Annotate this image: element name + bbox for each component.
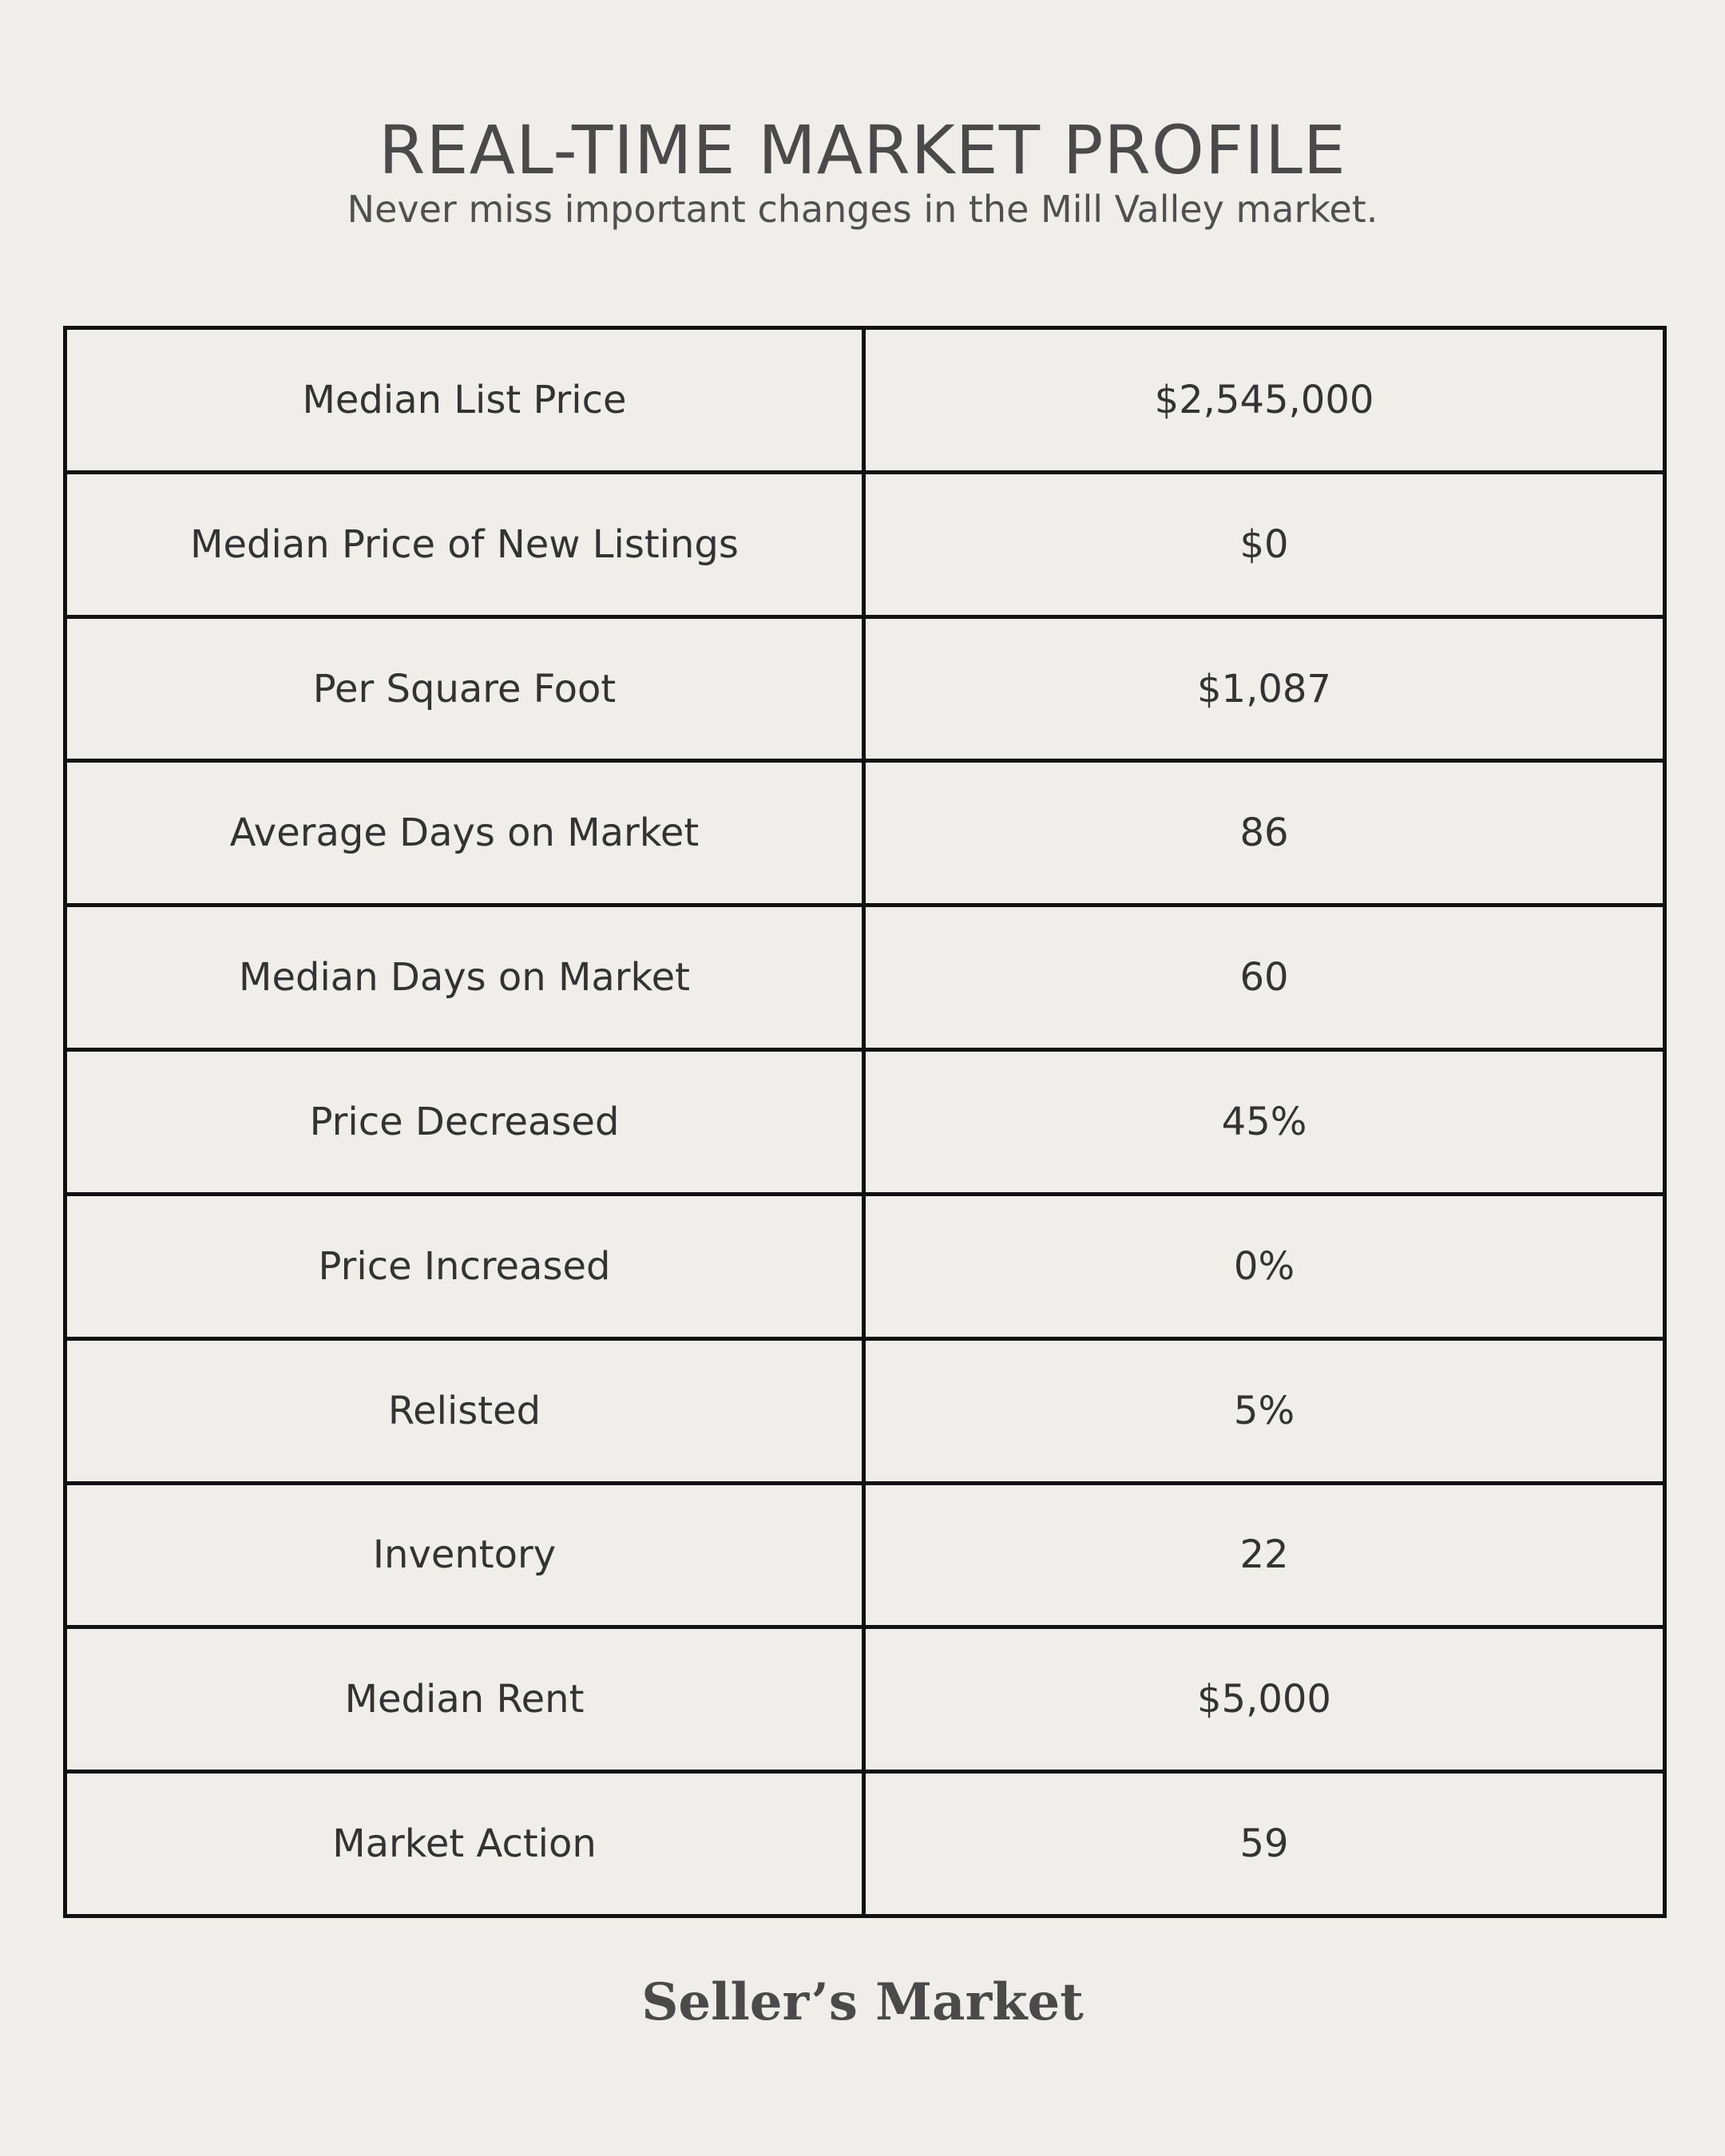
row-value: $5,000: [864, 1627, 1665, 1772]
row-value: 22: [864, 1483, 1665, 1627]
row-label: Inventory: [65, 1483, 864, 1627]
table-row: [65, 761, 1665, 906]
row-label: Per Square Foot: [65, 616, 864, 761]
row-value: 60: [864, 906, 1665, 1050]
row-value: 0%: [864, 1194, 1665, 1338]
market-status-label: Seller’s Market: [641, 1972, 1084, 2032]
row-value: $1,087: [864, 616, 1665, 761]
row-value: 59: [864, 1772, 1665, 1916]
table-row: [65, 472, 1665, 616]
table-row: [65, 1194, 1665, 1338]
row-label: Median Days on Market: [65, 906, 864, 1050]
market-profile-table: [63, 326, 1667, 1918]
table-row: [65, 328, 1665, 473]
row-label: Median List Price: [65, 328, 864, 473]
table-row: [65, 1483, 1665, 1627]
row-label: Price Increased: [65, 1194, 864, 1338]
table-row: [65, 906, 1665, 1050]
table-row: [65, 1338, 1665, 1483]
row-value: $2,545,000: [864, 328, 1665, 473]
table-row: [65, 1772, 1665, 1916]
row-label: Price Decreased: [65, 1050, 864, 1195]
table-row: [65, 1627, 1665, 1772]
row-label: Average Days on Market: [65, 761, 864, 906]
table-row: [65, 1050, 1665, 1195]
page-subtitle: Never miss important changes in the Mill Valley market.: [347, 188, 1378, 231]
row-value: $0: [864, 472, 1665, 616]
table-row: [65, 616, 1665, 761]
row-label: Relisted: [65, 1338, 864, 1483]
row-value: 5%: [864, 1338, 1665, 1483]
row-label: Median Price of New Listings: [65, 472, 864, 616]
row-value: 45%: [864, 1050, 1665, 1195]
row-label: Market Action: [65, 1772, 864, 1916]
page-title: REAL-TIME MARKET PROFILE: [379, 111, 1346, 189]
row-value: 86: [864, 761, 1665, 906]
row-label: Median Rent: [65, 1627, 864, 1772]
